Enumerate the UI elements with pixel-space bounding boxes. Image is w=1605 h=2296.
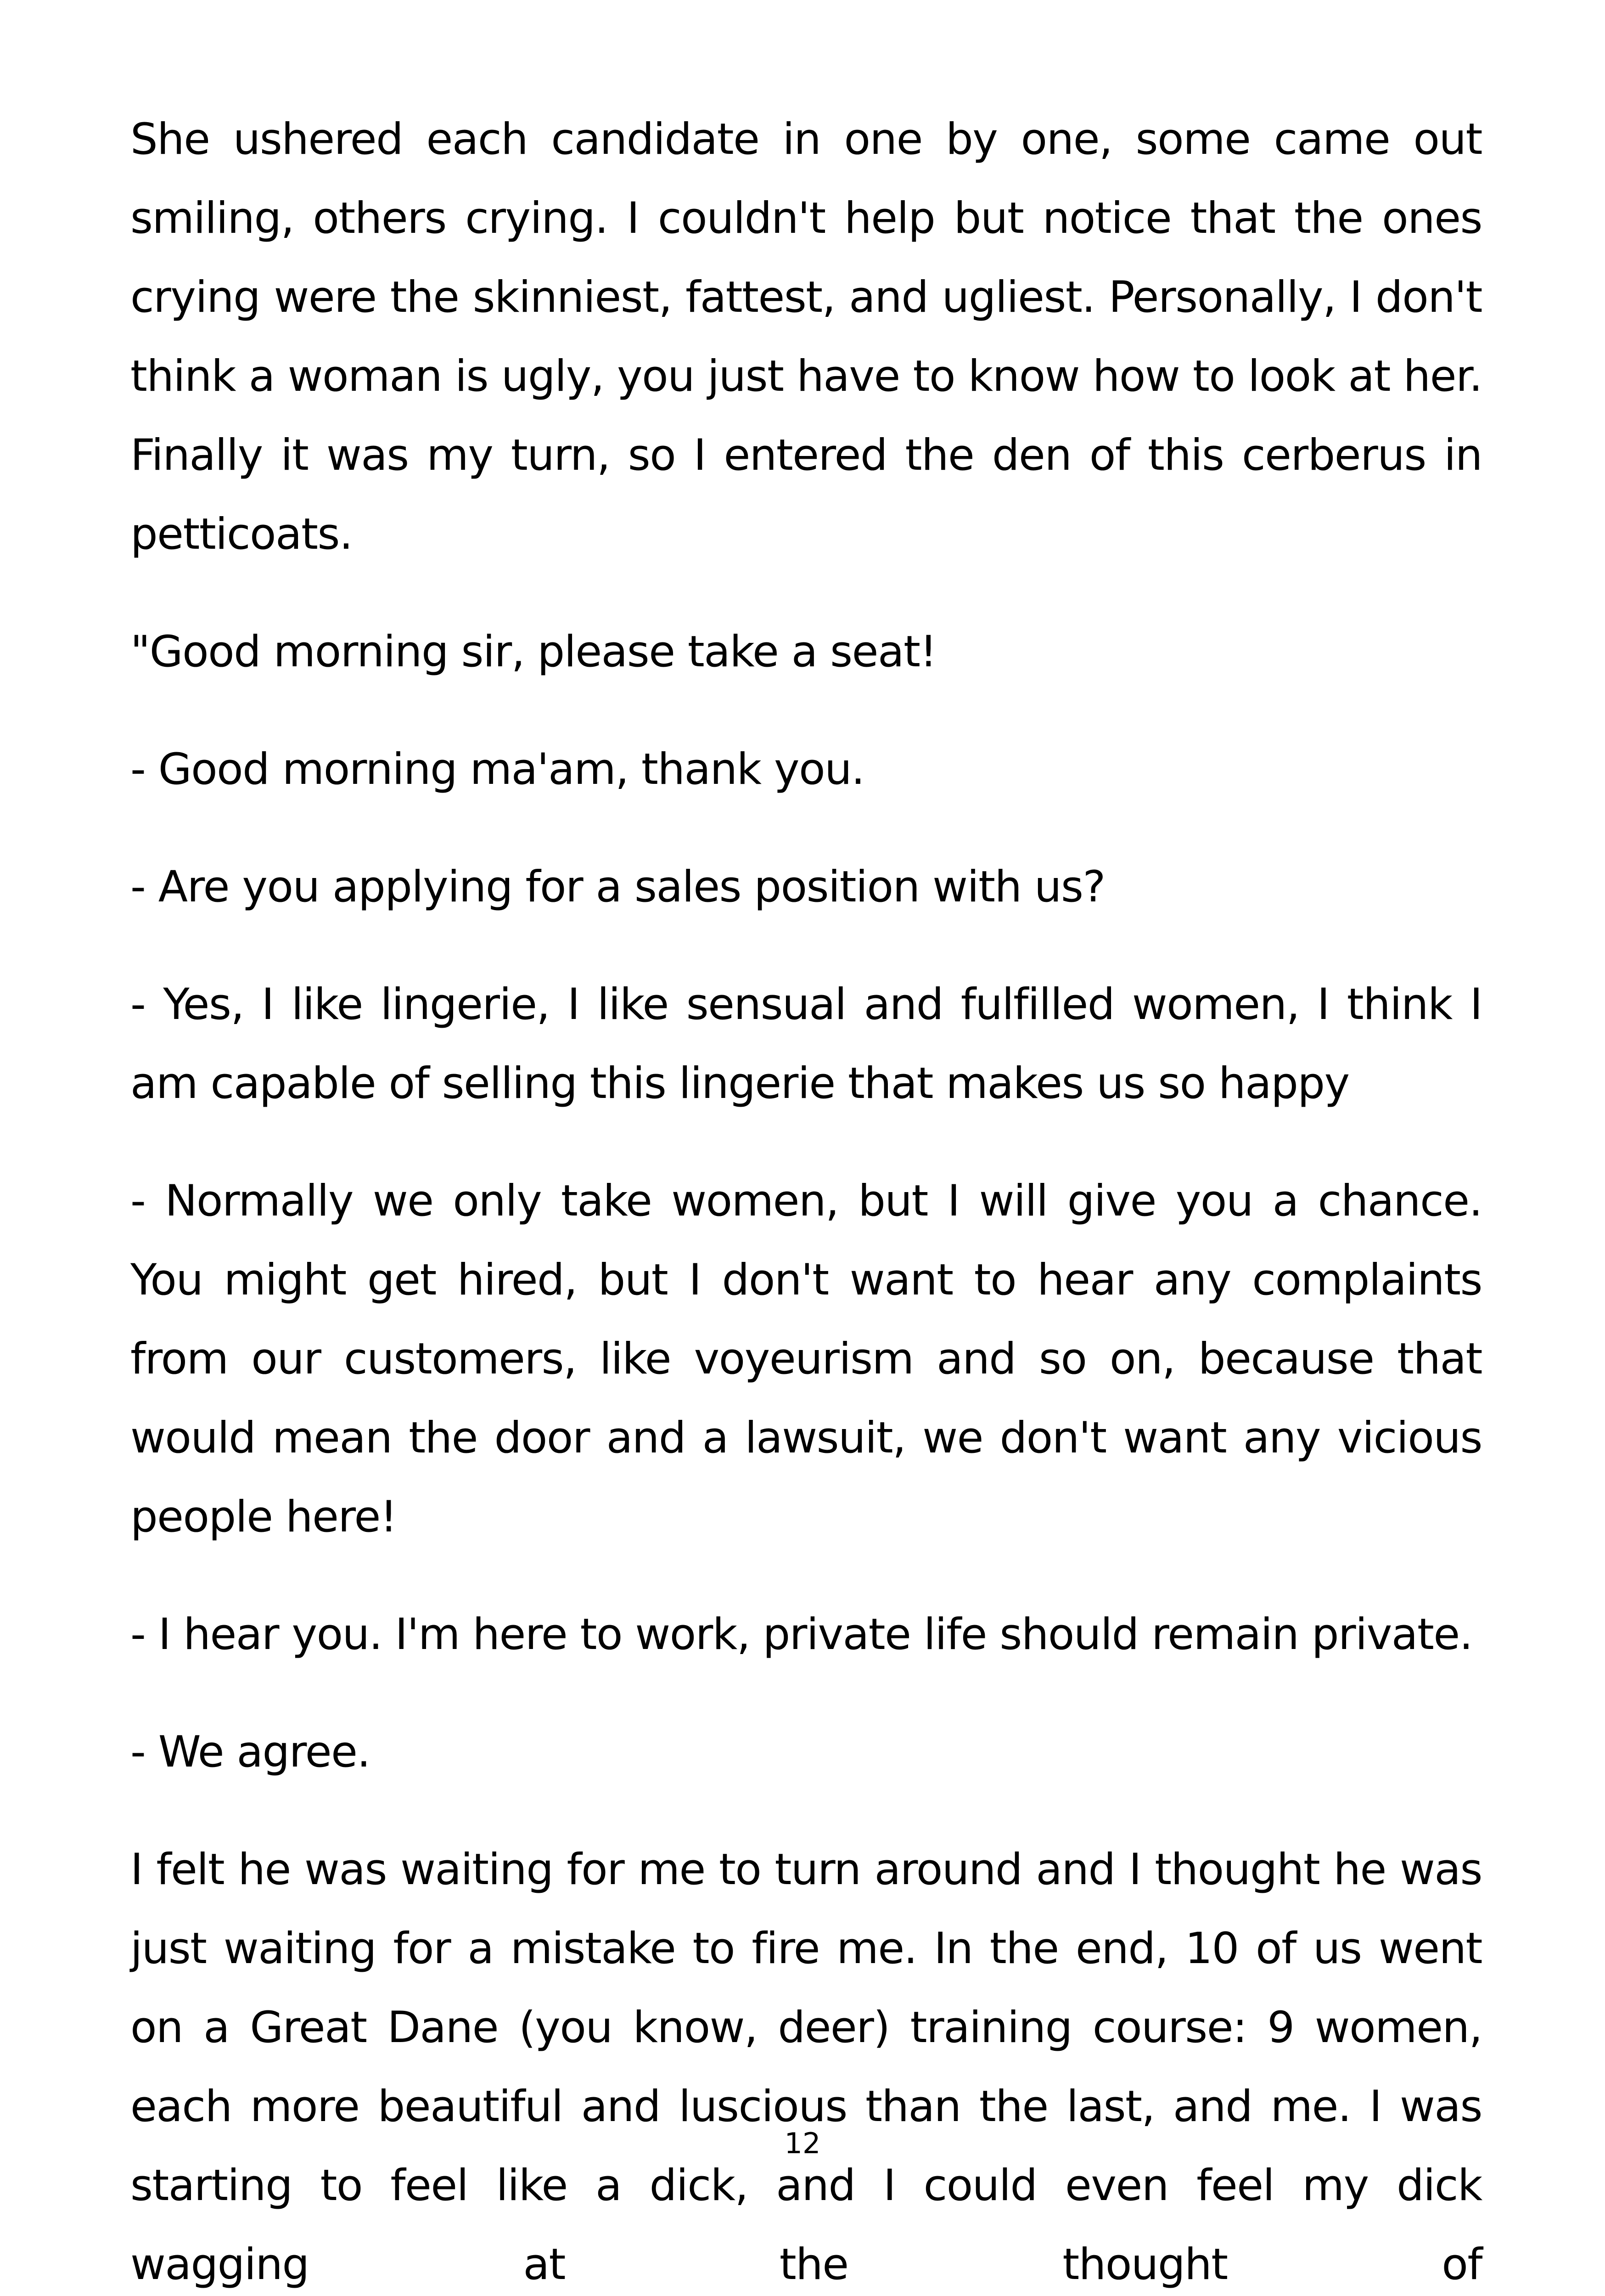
- dialogue-sales-position: - Are you applying for a sales position with us?: [130, 862, 1105, 912]
- dialogue-normally-women: - Normally we only take women, but I will give you a chance. You might get hired, but I don't want to hear any complaints from our customers, like voyeurism and so on, because that would mean the door and a lawsuit, we don't want any vicious people here!: [130, 1176, 1482, 1542]
- page-number: 12: [784, 2127, 821, 2160]
- dialogue-we-agree: - We agree.: [130, 1727, 370, 1777]
- dialogue-like-lingerie: - Yes, I like lingerie, I like sensual and fulfilled women, I think I am capable of selling this lingerie that makes us so happy: [130, 979, 1482, 1109]
- dialogue-good-morning-maam: - Good morning ma'am, thank you.: [130, 744, 864, 794]
- paragraph-training-course: I felt he was waiting for me to turn around and I thought he was just waiting for a mistake to fire me. In the end, 10 of us went on a Great Dane (you know, deer) training course: 9 women, each more beautiful and luscious than the last, and me. I was starting to feel like a dick, and I could even feel my dick wagging at the thought of: [130, 1845, 1482, 2290]
- dialogue-i-hear-you: - I hear you. I'm here to work, private life should remain private.: [130, 1609, 1473, 1660]
- paragraph-candidates: She ushered each candidate in one by one, some came out smiling, others crying. I couldn't help but notice that the ones crying were the skinniest, fattest, and ugliest. Personally, I don't think a woman is ugly, you just have to know how to look at her. Finally it was my turn, so I entered the den of this cerberus in petticoats.: [130, 114, 1482, 559]
- dialogue-good-morning-sir: "Good morning sir, please take a seat!: [130, 627, 937, 677]
- body-text: [130, 100, 1482, 2296]
